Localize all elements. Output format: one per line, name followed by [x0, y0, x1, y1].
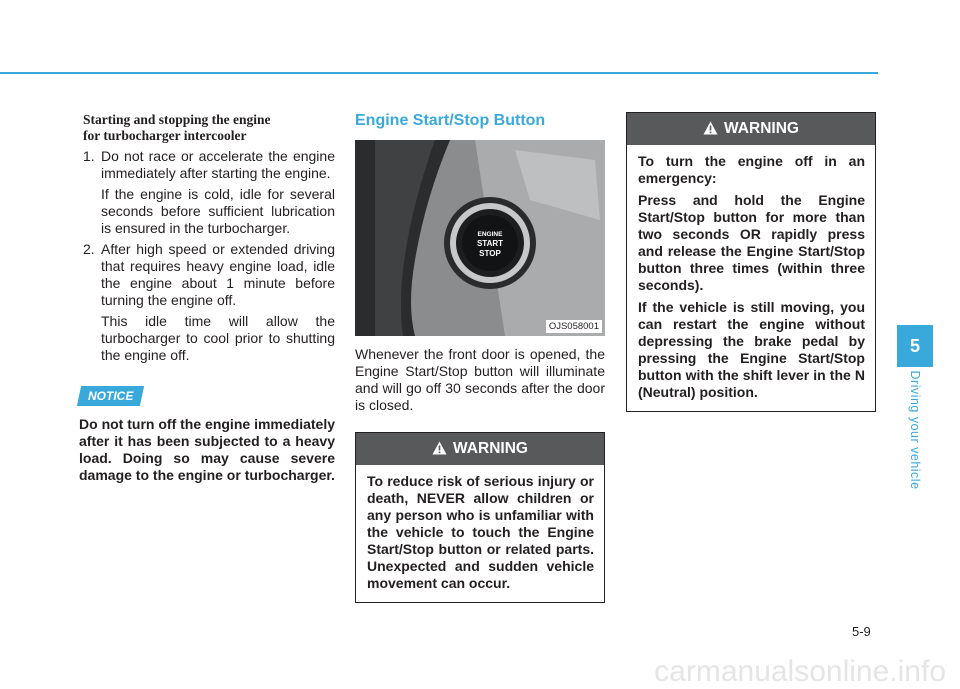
- warning-paragraph: Press and hold the Engine Start/Stop button for more than two seconds OR rapidly press and release the Engine Start/Stop button three times (within three seconds).: [638, 192, 865, 293]
- list-item-text: After high speed or extended driving that requires heavy engine load, idle the engine about 1 minute before turning the engine off.: [101, 241, 335, 308]
- notice-text: Do not turn off the engine immediately after it has been subjected to a heavy load. Doing so may cause severe damage to the engine or turbocharger.: [79, 416, 335, 483]
- engine-button-photo: [355, 140, 605, 336]
- list-item: [83, 148, 335, 237]
- warning-header: [356, 433, 604, 465]
- warning-box-children: [355, 432, 605, 603]
- warning-title: WARNING: [724, 120, 799, 137]
- warning-paragraph: If the vehicle is still moving, you can restart the engine without depressing the brake pedal by pressing the Engine Start/Stop button with the shift lever in the N (Neutral) position.: [638, 299, 865, 400]
- list-item-extra: If the engine is cold, idle for several seconds before sufficient lubrication is ensured in the turbocharger.: [101, 186, 335, 236]
- button-text-stop: STOP: [479, 249, 501, 258]
- left-column: [79, 112, 335, 484]
- start-stop-description: Whenever the front door is opened, the Engine Start/Stop button will illuminate and will go off 30 seconds after the door is closed.: [355, 346, 605, 413]
- warning-icon: [703, 121, 718, 135]
- photo-code: OJS058001: [546, 320, 602, 333]
- button-text-start: START: [476, 239, 504, 248]
- engine-button-illustration: [355, 140, 605, 336]
- turbo-instructions-list: [83, 148, 335, 364]
- page-number: 5-9: [852, 624, 871, 639]
- notice-badge: [77, 386, 145, 406]
- chapter-tab: 5: [897, 325, 933, 367]
- top-rule: [0, 72, 878, 74]
- list-item-extra: This idle time will allow the turbocharger to cool prior to shutting the engine off.: [101, 313, 335, 363]
- turbo-heading: [83, 112, 335, 144]
- notice-block: [79, 386, 335, 484]
- warning-body: [356, 465, 604, 602]
- watermark: carmanualsonline.info: [654, 655, 946, 688]
- warning-text: To reduce risk of serious injury or death, NEVER allow children or any person who is unfamiliar with the vehicle to touch the Engine Start/Stop button or related parts. Unexpected and sudden vehicle movement can occur.: [367, 473, 594, 591]
- turbo-heading-line2: for turbocharger intercooler: [83, 128, 247, 143]
- notice-badge-text: NOTICE: [88, 389, 134, 403]
- warning-icon: [432, 441, 447, 455]
- list-item-text: Do not race or accelerate the engine immediately after starting the engine.: [101, 148, 335, 181]
- button-text-engine: ENGINE: [477, 231, 503, 238]
- warning-header: [627, 113, 875, 145]
- right-column: [626, 112, 876, 412]
- section-title: Engine Start/Stop Button: [355, 112, 546, 129]
- list-item-number: 2.: [83, 241, 95, 257]
- list-item: [83, 241, 335, 364]
- warning-box-emergency: [626, 112, 876, 412]
- list-item-number: 1.: [83, 148, 95, 164]
- middle-column: [355, 112, 605, 603]
- warning-title: WARNING: [453, 440, 528, 457]
- turbo-heading-line1: Starting and stopping the engine: [83, 112, 271, 127]
- warning-paragraph: To turn the engine off in an emergency:: [638, 153, 865, 186]
- chapter-label: Driving your vehicle: [908, 370, 922, 490]
- warning-body: [627, 145, 875, 411]
